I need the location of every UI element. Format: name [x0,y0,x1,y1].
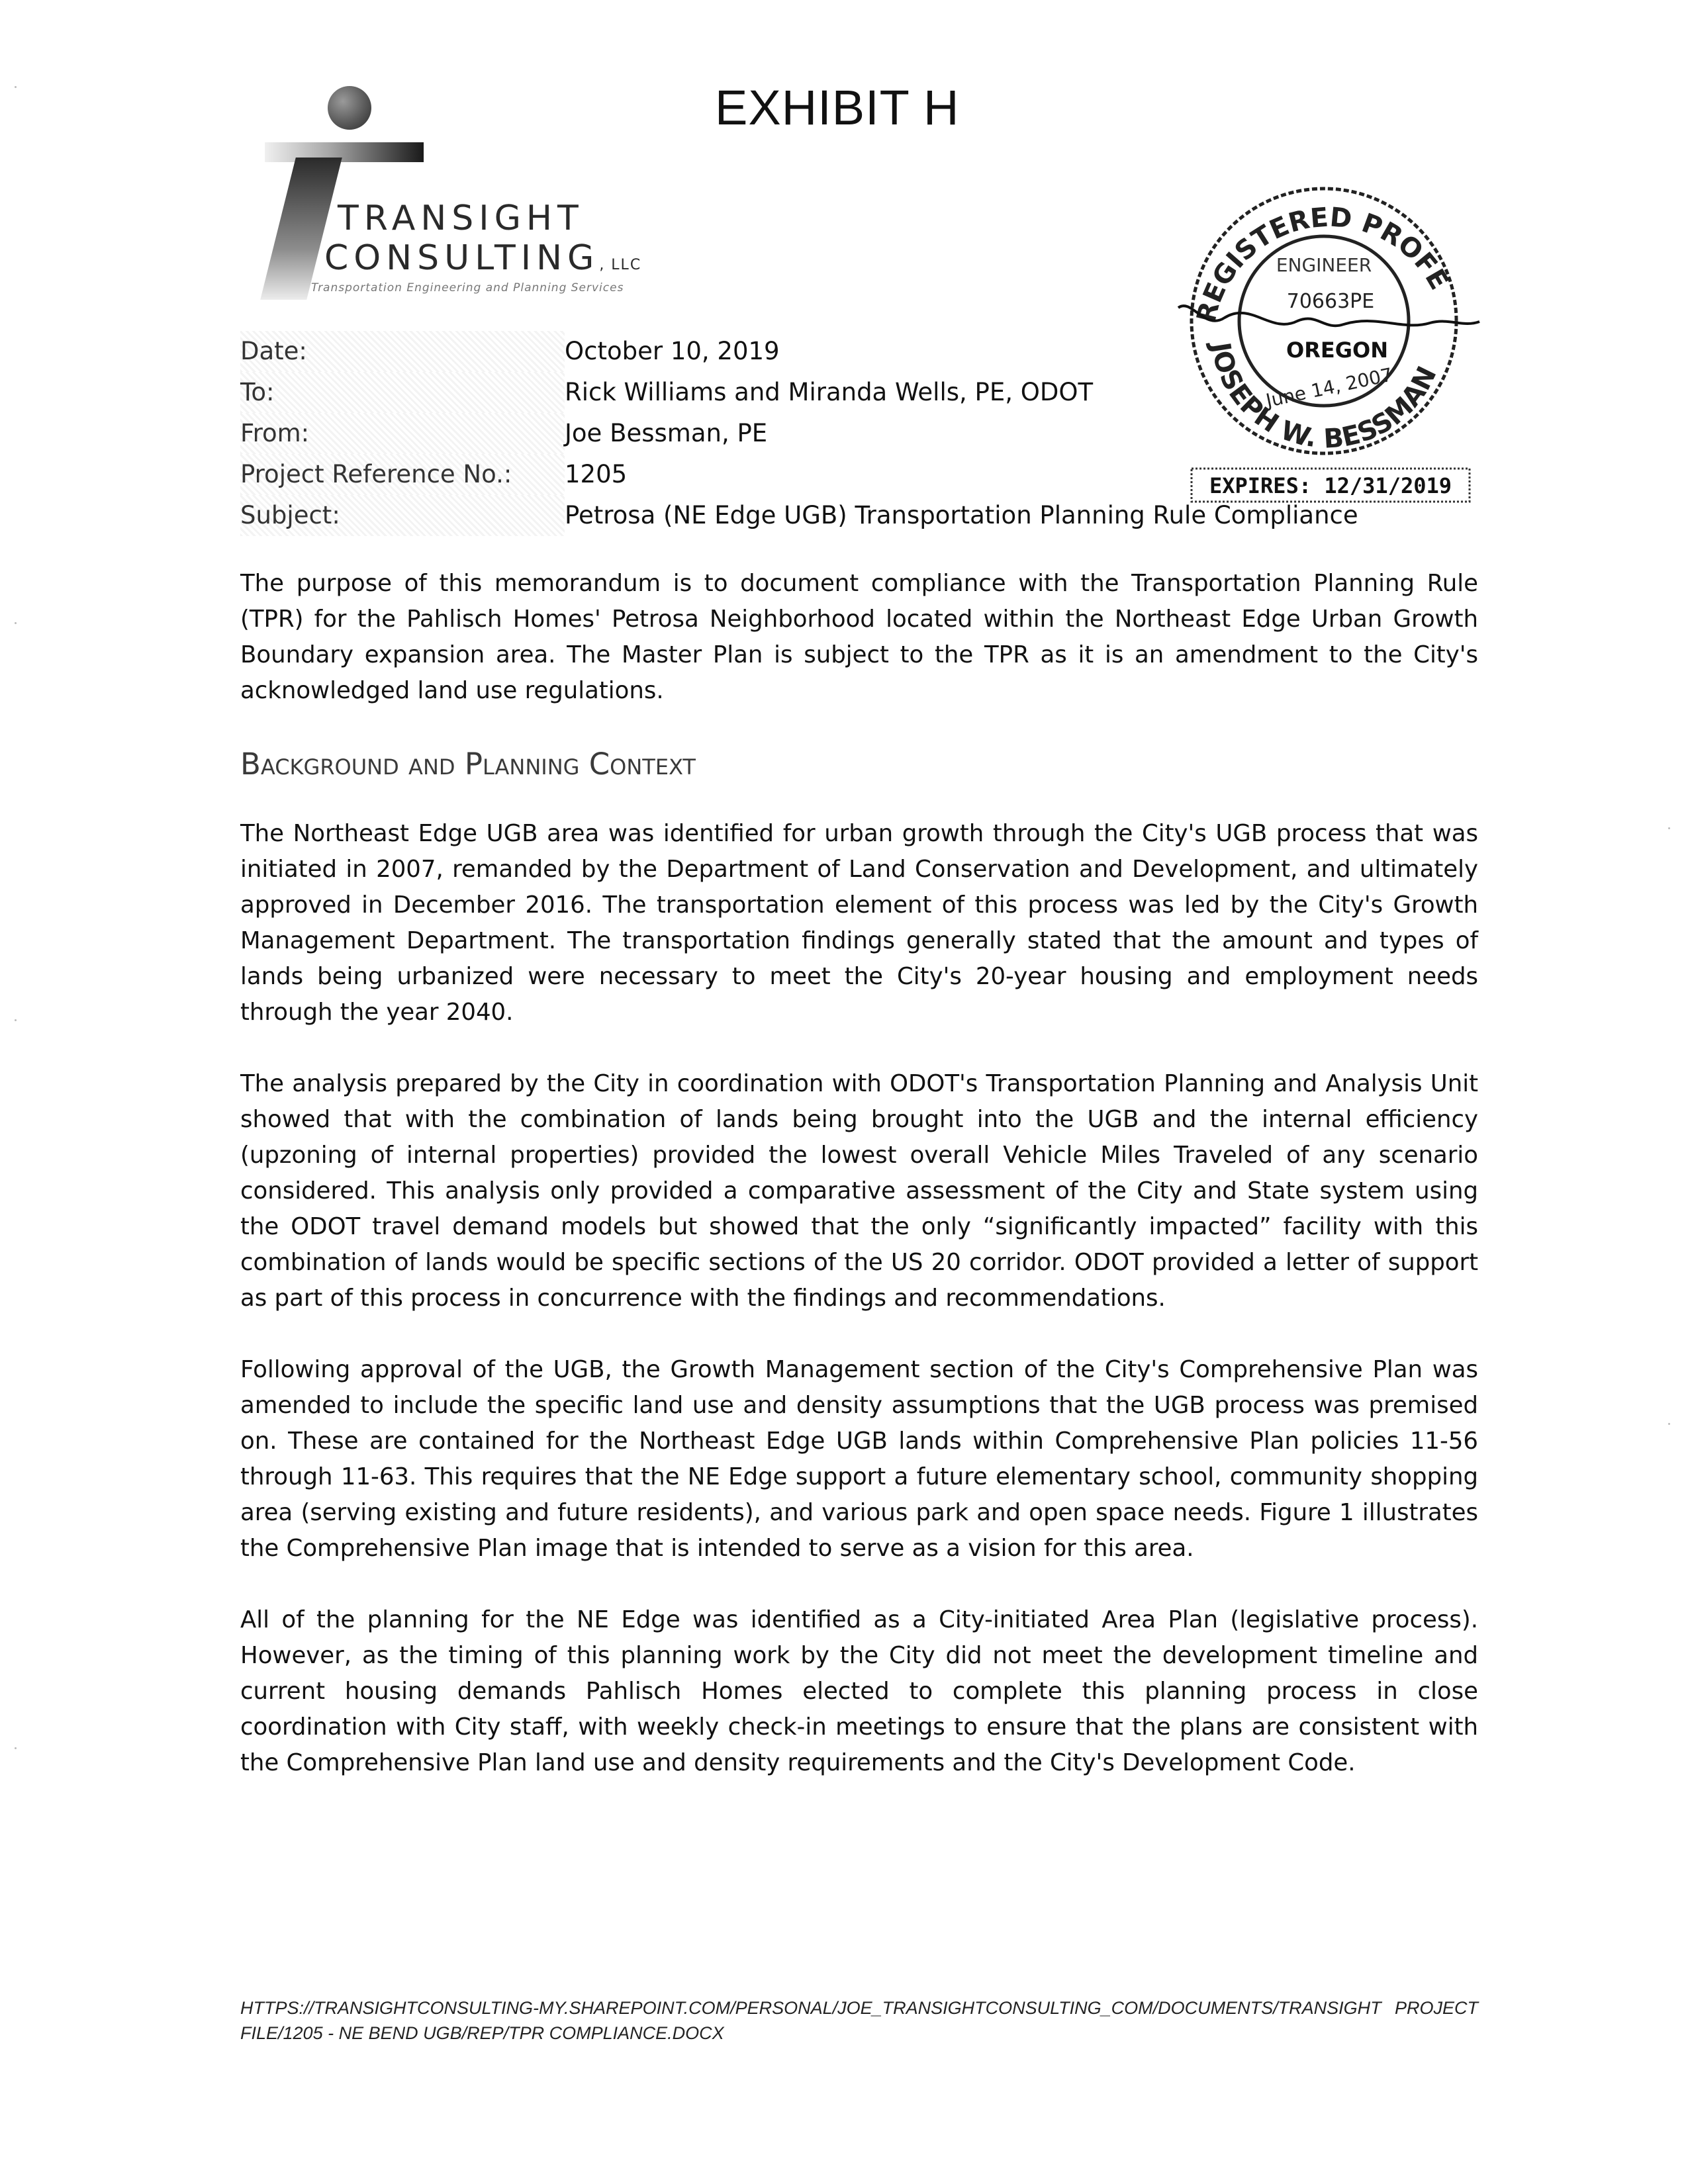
logo-sphere [328,86,371,130]
body-paragraph: All of the planning for the NE Edge was identified as a City-initiated Area Plan (legislative process). However, as the timing of this planning work by the City did not meet the development timeline and current housing demands Pahlisch Homes elected to complete this planning process in close coordination with City staff, with weekly check-in meetings to ensure that the plans are consistent with the Comprehensive Plan land use and density requirements and the City's Development Code. [240,1606,1478,1776]
seal-date-text: June 14, 2007 [1264,363,1395,412]
seal-engineer-text: ENGINEER [1276,254,1372,276]
header-row-project-ref [240,454,1498,495]
header-value: 1205 [565,460,628,488]
seal-state-text: OREGON [1286,338,1388,363]
header-label: Project Reference No.: [240,454,565,495]
logo-name-word: CONSULTING [324,238,600,278]
section-heading: Background and Planning Context [240,747,696,782]
seal-expires-text: EXPIRES: 12/31/2019 [1209,473,1452,498]
logo-name-line2 [324,238,641,278]
header-value: Petrosa (NE Edge UGB) Transportation Planning Rule Compliance [565,501,1358,529]
logo-tagline: Transportation Engineering and Planning Services [311,281,624,295]
body-paragraph: Following approval of the UGB, the Growth Management section of the City's Comprehensive Plan was amended to include the specific land use and density assumptions that the UGB process was premised on. These are contained for the Northeast Edge UGB lands within Comprehensive Plan policies 11-56 through 11-63. This requires that the NE Edge support a future elementary school, community shopping area (serving existing and future residents), and various park and open space needs. Figure 1 illustrates the Comprehensive Plan image that is intended to serve as a vision for this area. [240,1356,1478,1562]
header-value: Joe Bessman, PE [565,419,768,447]
footer-file-path: HTTPS://TRANSIGHTCONSULTING-MY.SHAREPOINT.COM/PERSONAL/JOE_TRANSIGHTCONSULTING_COM/DOCUMENTS/TRANSIGHT PROJECT FILE/1205 - NE BEND UGB/REP/TPR COMPLIANCE.DOCX [240,1998,1478,2043]
logo-t-bar [265,142,424,162]
seal-arc-top-text: REGISTERED PROFE [1191,202,1454,326]
header-row-to [240,372,1498,413]
header-label: Date: [240,331,565,372]
logo-t-stem [260,158,342,300]
intro-paragraph: The purpose of this memorandum is to document compliance with the Transportation Planning Rule (TPR) for the Pahlisch Homes' Petrosa Neighborhood located within the Northeast Edge Urban Growth Boundary expansion area. The Master Plan is subject to the TPR as it is an amendment to the City's acknowledged land use regulations. [240,570,1478,704]
header-value: October 10, 2019 [565,337,780,365]
memo-body [240,566,1478,1817]
logo-suffix: , LLC [599,257,642,273]
exhibit-title: EXHIBIT H [715,80,960,135]
body-paragraph: The analysis prepared by the City in coordination with ODOT's Transportation Planning and Analysis Unit showed that with the combination of lands being brought into the UGB and the internal efficiency (upzoning of internal properties) provided the lowest overall Vehicle Miles Traveled of any scenario considered. This analysis only provided a comparative assessment of the City and State system using the ODOT travel demand models but showed that the only “significantly impacted” facility with this combination of lands would be specific sections of the US 20 corridor. ODOT provided a letter of support as part of this process in concurrence with the findings and recommendations. [240,1070,1478,1312]
header-label: Subject: [240,495,565,536]
logo-name-line1: TRANSIGHT [338,199,584,238]
company-logo [265,79,741,298]
header-value: Rick Williams and Miranda Wells, PE, ODOT [565,378,1094,406]
seal-license-text: 70663PE [1286,290,1375,313]
header-row-subject [240,495,1498,536]
header-label: From: [240,413,565,454]
header-row-date [240,331,1498,372]
seal-arc-bottom-text: JOSEPH W. BESSMAN [1204,340,1443,455]
memo-header [240,331,1498,536]
header-label: To: [240,372,565,413]
header-row-from [240,413,1498,454]
body-paragraph: The Northeast Edge UGB area was identified for urban growth through the City's UGB process that was initiated in 2007, remanded by the Department of Land Conservation and Development, and ultimately approved in December 2016. The transportation element of this process was led by the City's Growth Management Department. The transportation findings generally stated that the amount and types of lands being urbanized were necessary to meet the City's 20-year housing and employment needs through the year 2040. [240,820,1478,1026]
